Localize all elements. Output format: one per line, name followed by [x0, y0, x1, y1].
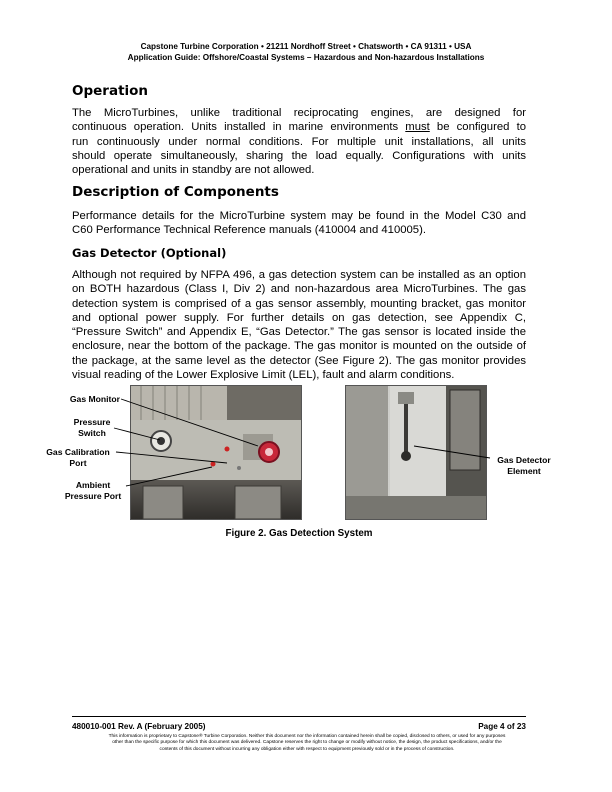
- leader-ambient-pressure: [126, 467, 212, 486]
- footer-proprietary-notice: This information is proprietary to Capstone® Turbine Corporation. Neither this document nor the information contained herein shall be copied, disclosed to others, or used for any purposes other than the specific purpose for which this document was delivered. Capstone reserves the right to change or modify without notice, the design, the product specifications, and/or the contents of this document without incurring any obligation either with respect to equipment previously sold or in the process of construction.: [108, 734, 506, 752]
- label-gas-calibration-port: Gas Calibration Port: [46, 447, 110, 468]
- gas-detector-line-7: the package, at the same level as the detector (See Figure 2). The gas monitor provides: [72, 354, 526, 367]
- gas-detector-heading: Gas Detector (Optional): [72, 246, 227, 260]
- operation-heading: Operation: [72, 83, 149, 99]
- label-gas-detector-element: Gas Detector Element: [497, 455, 551, 476]
- label-gas-monitor: Gas Monitor: [69, 394, 120, 404]
- footer-rule: [72, 716, 526, 717]
- gas-detector-line-1: Although not required by NFPA 496, a gas detection system can be installed as an option: [72, 269, 526, 281]
- footer-document-id: 480010-001 Rev. A (February 2005): [72, 722, 206, 731]
- components-line-1: Performance details for the MicroTurbine system may be found in the Model C30 and: [72, 210, 526, 222]
- gas-detector-line-6: enclosure, near the bottom of the package. The gas monitor is mounted on the outside of: [72, 340, 526, 353]
- gas-detector-line-3: detection system is comprised of a gas sensor assembly, mounting bracket, gas monitor: [72, 297, 526, 310]
- leader-pressure-switch: [114, 428, 160, 440]
- header-line-2: Application Guide: Offshore/Coastal Systems – Hazardous and Non-hazardous Installations: [127, 53, 485, 62]
- gas-detector-line-5: “Pressure Switch” and Appendix E, “Gas Detector.” The gas sensor is located inside the: [72, 326, 526, 339]
- emphasis-must: must: [405, 121, 430, 134]
- operation-line-2: continuous operation. Units installed in marine environments must be configured to: [72, 121, 526, 134]
- operation-line-5: operational and units in standby are not allowed.: [72, 164, 315, 177]
- label-pressure-switch: Pressure Switch: [73, 417, 111, 438]
- components-heading: Description of Components: [72, 184, 279, 200]
- footer-page-number: Page 4 of 23: [478, 722, 526, 731]
- label-ambient-pressure-port: Ambient Pressure Port: [64, 480, 122, 501]
- header-line-1: Capstone Turbine Corporation • 21211 Nordhoff Street • Chatsworth • CA 91311 • USA: [140, 42, 472, 51]
- components-line-2: C60 Performance Technical Reference manuals (410004 and 410005).: [72, 224, 426, 237]
- leader-gas-calibration: [116, 452, 227, 463]
- gas-detector-line-8: visual reading of the Lower Explosive Limit (LEL), fault and alarm conditions.: [72, 369, 455, 382]
- gas-detector-line-2: on BOTH hazardous (Class I, Div 2) and non-hazardous area MicroTurbines. The gas: [72, 283, 526, 296]
- operation-line-4: should operate simultaneously, sharing the load equally. Configurations with units: [72, 149, 526, 162]
- leader-gas-monitor: [121, 399, 258, 446]
- gas-detector-line-4: and optional power supply. For further details on gas detection, see Appendix C,: [72, 311, 526, 324]
- operation-line-1: The MicroTurbines, unlike traditional reciprocating engines, are designed for: [72, 107, 526, 119]
- figure-caption: Figure 2. Gas Detection System: [225, 528, 373, 539]
- operation-line-3: run continuously under normal conditions. For multiple unit installations, all units: [72, 135, 526, 148]
- leader-gas-detector: [414, 446, 490, 458]
